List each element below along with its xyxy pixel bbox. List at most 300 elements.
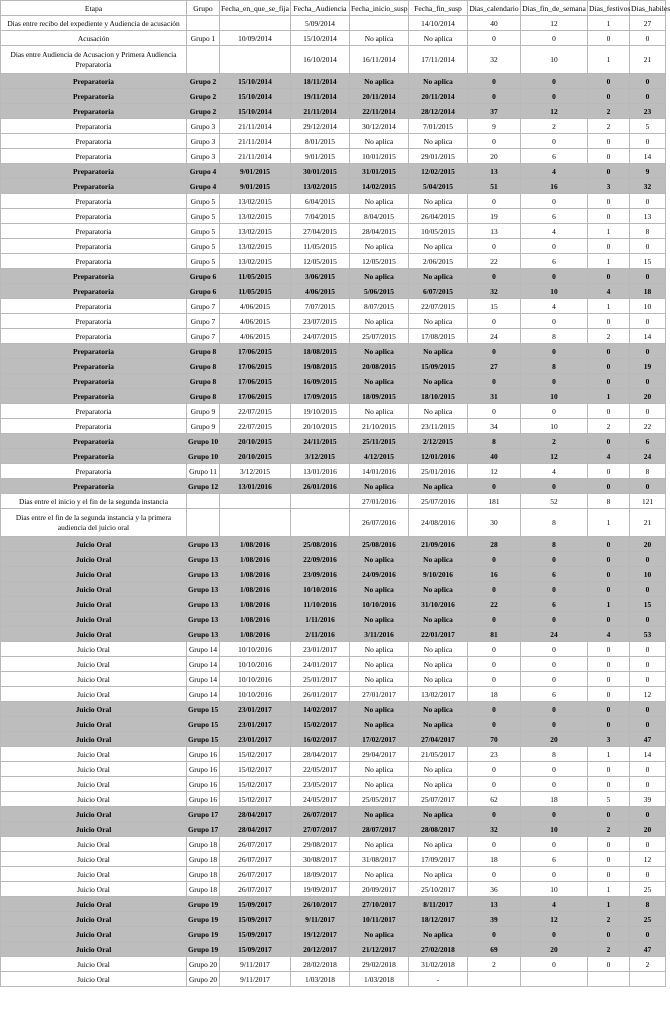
dias-calendario-cell: 20	[468, 149, 521, 164]
fecha-fin-susp-cell: No aplica	[409, 479, 468, 494]
table-row	[1, 567, 666, 582]
table-row	[1, 119, 666, 134]
fecha-fija-cell: 15/10/2014	[220, 89, 291, 104]
dias-habiles-cell: 0	[630, 612, 666, 627]
fecha-fin-susp-cell: 25/01/2016	[409, 464, 468, 479]
fecha-fija-cell: 23/01/2017	[220, 732, 291, 747]
fecha-fija-cell: 15/02/2017	[220, 762, 291, 777]
fecha-fin-susp-cell: 6/07/2015	[409, 284, 468, 299]
dias-fin-semana-cell: 2	[521, 119, 588, 134]
fecha-inicio-susp-cell: 25/05/2017	[350, 792, 409, 807]
fecha-audiencia-cell: 30/08/2017	[291, 852, 350, 867]
grupo-cell: Grupo 16	[187, 762, 220, 777]
fecha-inicio-susp-cell: 1/03/2018	[350, 972, 409, 987]
table-row	[1, 807, 666, 822]
grupo-cell: Grupo 8	[187, 389, 220, 404]
dias-habiles-cell: 53	[630, 627, 666, 642]
dias-calendario-cell: 0	[468, 31, 521, 46]
fecha-fin-susp-cell: 22/01/2017	[409, 627, 468, 642]
grupo-cell: Grupo 14	[187, 672, 220, 687]
table-row	[1, 717, 666, 732]
fecha-fija-cell: 15/09/2017	[220, 912, 291, 927]
fecha-fin-susp-cell: 7/01/2015	[409, 119, 468, 134]
dias-habiles-cell: 0	[630, 867, 666, 882]
dias-habiles-cell: 0	[630, 672, 666, 687]
fecha-fija-cell: 26/07/2017	[220, 852, 291, 867]
header-grupo: Grupo	[187, 1, 220, 16]
dias-habiles-cell: 0	[630, 134, 666, 149]
dias-calendario-cell: 31	[468, 389, 521, 404]
fecha-inicio-susp-cell: 29/02/2018	[350, 957, 409, 972]
fecha-audiencia-cell: 9/01/2015	[291, 149, 350, 164]
fecha-inicio-susp-cell: No aplica	[350, 642, 409, 657]
dias-festivos-cell: 0	[588, 149, 630, 164]
dias-festivos-cell: 0	[588, 612, 630, 627]
fecha-fija-cell: 13/02/2015	[220, 224, 291, 239]
dias-habiles-cell: 25	[630, 882, 666, 897]
table-row	[1, 479, 666, 494]
fecha-fin-susp-cell: No aplica	[409, 777, 468, 792]
table-row	[1, 344, 666, 359]
fecha-inicio-susp-cell: 3/11/2016	[350, 627, 409, 642]
fecha-audiencia-cell: 5/09/2014	[291, 16, 350, 31]
fecha-inicio-susp-cell: 10/11/2017	[350, 912, 409, 927]
dias-festivos-cell: 2	[588, 329, 630, 344]
fecha-audiencia-cell: 19/09/2017	[291, 882, 350, 897]
dias-fin-semana-cell: 0	[521, 194, 588, 209]
fecha-fija-cell: 23/01/2017	[220, 702, 291, 717]
fecha-inicio-susp-cell: No aplica	[350, 74, 409, 89]
dias-calendario-cell: 0	[468, 194, 521, 209]
fecha-audiencia-cell: 12/05/2015	[291, 254, 350, 269]
fecha-fija-cell: 9/11/2017	[220, 972, 291, 987]
grupo-cell: Grupo 20	[187, 957, 220, 972]
etapa-cell: Preparatoria	[1, 449, 187, 464]
fecha-fija-cell: 13/01/2016	[220, 479, 291, 494]
fecha-inicio-susp-cell: 25/07/2015	[350, 329, 409, 344]
fecha-audiencia-cell: 23/09/2016	[291, 567, 350, 582]
dias-habiles-cell: 0	[630, 89, 666, 104]
grupo-cell: Grupo 13	[187, 612, 220, 627]
header-dias-habiles: Dias_habiles	[630, 1, 666, 16]
fecha-inicio-susp-cell	[350, 16, 409, 31]
etapa-cell: Preparatoria	[1, 299, 187, 314]
table-row	[1, 942, 666, 957]
fecha-audiencia-cell: 24/05/2017	[291, 792, 350, 807]
fecha-fija-cell: 10/10/2016	[220, 672, 291, 687]
fecha-inicio-susp-cell: 27/01/2017	[350, 687, 409, 702]
grupo-cell: Grupo 15	[187, 717, 220, 732]
grupo-cell: Grupo 5	[187, 224, 220, 239]
dias-festivos-cell: 4	[588, 284, 630, 299]
fecha-fin-susp-cell: 20/11/2014	[409, 89, 468, 104]
fecha-fin-susp-cell: 15/09/2015	[409, 359, 468, 374]
fecha-fija-cell: 17/06/2015	[220, 359, 291, 374]
table-row	[1, 822, 666, 837]
dias-calendario-cell: 23	[468, 747, 521, 762]
grupo-cell: Grupo 9	[187, 419, 220, 434]
fecha-fin-susp-cell: No aplica	[409, 702, 468, 717]
fecha-inicio-susp-cell: No aplica	[350, 314, 409, 329]
header-dias-fin-semana: Dias_fin_de_semana	[521, 1, 588, 16]
dias-habiles-cell: 0	[630, 657, 666, 672]
fecha-audiencia-cell: 19/12/2017	[291, 927, 350, 942]
dias-habiles-cell: 6	[630, 434, 666, 449]
etapa-cell: Juicio Oral	[1, 537, 187, 552]
fecha-fin-susp-cell: 27/04/2017	[409, 732, 468, 747]
dias-festivos-cell: 0	[588, 164, 630, 179]
dias-habiles-cell: 20	[630, 822, 666, 837]
table-row	[1, 792, 666, 807]
fecha-audiencia-cell: 25/01/2017	[291, 672, 350, 687]
fecha-inicio-susp-cell: 10/10/2016	[350, 597, 409, 612]
dias-festivos-cell: 0	[588, 359, 630, 374]
dias-calendario-cell: 70	[468, 732, 521, 747]
grupo-cell: Grupo 17	[187, 807, 220, 822]
table-row	[1, 762, 666, 777]
table-row	[1, 449, 666, 464]
dias-calendario-cell: 0	[468, 314, 521, 329]
grupo-cell: Grupo 5	[187, 239, 220, 254]
dias-fin-semana-cell: 10	[521, 419, 588, 434]
fecha-audiencia-cell	[291, 509, 350, 537]
dias-fin-semana-cell	[521, 972, 588, 987]
grupo-cell: Grupo 6	[187, 284, 220, 299]
etapa-cell: Preparatoria	[1, 119, 187, 134]
fecha-fija-cell: 23/01/2017	[220, 717, 291, 732]
dias-habiles-cell: 0	[630, 927, 666, 942]
grupo-cell	[187, 494, 220, 509]
etapa-cell: Preparatoria	[1, 89, 187, 104]
fecha-inicio-susp-cell: 20/09/2017	[350, 882, 409, 897]
grupo-cell: Grupo 13	[187, 552, 220, 567]
dias-festivos-cell: 1	[588, 389, 630, 404]
fecha-audiencia-cell: 27/07/2017	[291, 822, 350, 837]
grupo-cell: Grupo 4	[187, 164, 220, 179]
fecha-fija-cell: 10/09/2014	[220, 31, 291, 46]
grupo-cell: Grupo 13	[187, 582, 220, 597]
dias-calendario-cell: 32	[468, 822, 521, 837]
fecha-inicio-susp-cell: 26/07/2016	[350, 509, 409, 537]
dias-calendario-cell: 27	[468, 359, 521, 374]
table-row	[1, 194, 666, 209]
dias-calendario-cell: 19	[468, 209, 521, 224]
etapa-cell: Preparatoria	[1, 374, 187, 389]
grupo-cell: Grupo 6	[187, 269, 220, 284]
grupo-cell: Grupo 4	[187, 179, 220, 194]
fecha-fija-cell: 1/08/2016	[220, 537, 291, 552]
dias-festivos-cell: 0	[588, 582, 630, 597]
dias-calendario-cell: 9	[468, 119, 521, 134]
grupo-cell: Grupo 7	[187, 314, 220, 329]
fecha-audiencia-cell: 19/08/2015	[291, 359, 350, 374]
etapa-cell: Juicio Oral	[1, 597, 187, 612]
grupo-cell: Grupo 18	[187, 852, 220, 867]
dias-fin-semana-cell: 6	[521, 209, 588, 224]
fecha-audiencia-cell: 24/11/2015	[291, 434, 350, 449]
dias-festivos-cell: 2	[588, 822, 630, 837]
fecha-fija-cell: 1/08/2016	[220, 567, 291, 582]
fecha-audiencia-cell: 23/07/2015	[291, 314, 350, 329]
dias-fin-semana-cell: 0	[521, 314, 588, 329]
table-row	[1, 179, 666, 194]
dias-calendario-cell: 0	[468, 269, 521, 284]
fecha-fin-susp-cell: 28/08/2017	[409, 822, 468, 837]
grupo-cell: Grupo 5	[187, 209, 220, 224]
fecha-audiencia-cell: 11/05/2015	[291, 239, 350, 254]
dias-habiles-cell: 0	[630, 404, 666, 419]
dias-calendario-cell: 0	[468, 374, 521, 389]
dias-fin-semana-cell: 0	[521, 74, 588, 89]
dias-calendario-cell: 69	[468, 942, 521, 957]
dias-fin-semana-cell: 0	[521, 31, 588, 46]
dias-fin-semana-cell: 12	[521, 912, 588, 927]
fecha-audiencia-cell: 19/11/2014	[291, 89, 350, 104]
fecha-audiencia-cell: 9/11/2017	[291, 912, 350, 927]
dias-festivos-cell: 0	[588, 209, 630, 224]
dias-calendario-cell: 13	[468, 224, 521, 239]
etapa-cell: Preparatoria	[1, 164, 187, 179]
dias-calendario-cell: 0	[468, 642, 521, 657]
fecha-fin-susp-cell: 13/02/2017	[409, 687, 468, 702]
fecha-audiencia-cell: 18/08/2015	[291, 344, 350, 359]
dias-festivos-cell: 2	[588, 119, 630, 134]
dias-habiles-cell: 0	[630, 807, 666, 822]
fecha-fija-cell	[220, 46, 291, 74]
dias-festivos-cell: 0	[588, 717, 630, 732]
grupo-cell: Grupo 18	[187, 837, 220, 852]
dias-habiles-cell: 32	[630, 179, 666, 194]
table-row	[1, 164, 666, 179]
dias-calendario-cell: 36	[468, 882, 521, 897]
fecha-fin-susp-cell: No aplica	[409, 74, 468, 89]
dias-habiles-cell: 0	[630, 374, 666, 389]
table-row	[1, 404, 666, 419]
fecha-fin-susp-cell: 25/07/2016	[409, 494, 468, 509]
dias-calendario-cell	[468, 972, 521, 987]
etapa-cell: Juicio Oral	[1, 912, 187, 927]
fecha-audiencia-cell: 13/02/2015	[291, 179, 350, 194]
fecha-fija-cell: 13/02/2015	[220, 254, 291, 269]
dias-fin-semana-cell: 6	[521, 852, 588, 867]
dias-calendario-cell: 13	[468, 897, 521, 912]
fecha-fija-cell: 9/11/2017	[220, 957, 291, 972]
dias-fin-semana-cell: 6	[521, 597, 588, 612]
fecha-fija-cell: 15/10/2014	[220, 104, 291, 119]
grupo-cell: Grupo 11	[187, 464, 220, 479]
dias-festivos-cell: 1	[588, 254, 630, 269]
dias-festivos-cell: 1	[588, 597, 630, 612]
fecha-inicio-susp-cell: No aplica	[350, 552, 409, 567]
fecha-inicio-susp-cell: No aplica	[350, 269, 409, 284]
dias-fin-semana-cell: 6	[521, 567, 588, 582]
dias-calendario-cell: 32	[468, 284, 521, 299]
dias-festivos-cell: 1	[588, 46, 630, 74]
etapa-cell: Juicio Oral	[1, 567, 187, 582]
etapa-cell: Preparatoria	[1, 479, 187, 494]
fecha-inicio-susp-cell: 4/12/2015	[350, 449, 409, 464]
dias-festivos-cell: 0	[588, 687, 630, 702]
table-row	[1, 912, 666, 927]
fecha-inicio-susp-cell: 21/12/2017	[350, 942, 409, 957]
fecha-fija-cell: 11/05/2015	[220, 269, 291, 284]
grupo-cell: Grupo 16	[187, 747, 220, 762]
table-row	[1, 702, 666, 717]
dias-calendario-cell: 30	[468, 509, 521, 537]
dias-fin-semana-cell: 0	[521, 239, 588, 254]
header-dias-calendario: Dias_calendario	[468, 1, 521, 16]
dias-calendario-cell: 81	[468, 627, 521, 642]
grupo-cell: Grupo 14	[187, 642, 220, 657]
table-row	[1, 612, 666, 627]
dias-festivos-cell: 8	[588, 494, 630, 509]
fecha-inicio-susp-cell: No aplica	[350, 807, 409, 822]
dias-fin-semana-cell: 0	[521, 807, 588, 822]
fecha-audiencia-cell: 6/04/2015	[291, 194, 350, 209]
fecha-fin-susp-cell: 23/11/2015	[409, 419, 468, 434]
grupo-cell: Grupo 15	[187, 732, 220, 747]
dias-fin-semana-cell: 8	[521, 747, 588, 762]
fecha-fija-cell: 1/08/2016	[220, 597, 291, 612]
table-row	[1, 509, 666, 537]
table-row	[1, 224, 666, 239]
header-dias-festivos: Dias_festivos	[588, 1, 630, 16]
dias-fin-semana-cell: 2	[521, 434, 588, 449]
dias-habiles-cell: 9	[630, 164, 666, 179]
fecha-fija-cell: 21/11/2014	[220, 134, 291, 149]
fecha-fija-cell: 13/02/2015	[220, 239, 291, 254]
dias-habiles-cell: 12	[630, 852, 666, 867]
dias-fin-semana-cell: 24	[521, 627, 588, 642]
dias-fin-semana-cell: 16	[521, 179, 588, 194]
fecha-fija-cell: 1/08/2016	[220, 582, 291, 597]
dias-fin-semana-cell: 8	[521, 329, 588, 344]
table-row	[1, 16, 666, 31]
dias-fin-semana-cell: 12	[521, 104, 588, 119]
etapa-cell: Juicio Oral	[1, 792, 187, 807]
fecha-inicio-susp-cell: 12/05/2015	[350, 254, 409, 269]
dias-habiles-cell: 20	[630, 537, 666, 552]
fecha-fin-susp-cell: 31/02/2018	[409, 957, 468, 972]
dias-festivos-cell: 0	[588, 464, 630, 479]
dias-festivos-cell: 0	[588, 927, 630, 942]
dias-habiles-cell: 8	[630, 897, 666, 912]
dias-festivos-cell: 0	[588, 89, 630, 104]
dias-calendario-cell: 12	[468, 464, 521, 479]
etapa-cell: Acusación	[1, 31, 187, 46]
dias-fin-semana-cell: 6	[521, 687, 588, 702]
fecha-audiencia-cell: 1/03/2018	[291, 972, 350, 987]
dias-festivos-cell: 1	[588, 299, 630, 314]
dias-fin-semana-cell: 20	[521, 942, 588, 957]
fecha-audiencia-cell: 16/09/2015	[291, 374, 350, 389]
grupo-cell: Grupo 8	[187, 374, 220, 389]
etapa-cell: Juicio Oral	[1, 672, 187, 687]
grupo-cell: Grupo 20	[187, 972, 220, 987]
etapa-cell: Juicio Oral	[1, 852, 187, 867]
dias-festivos-cell: 0	[588, 314, 630, 329]
fecha-fija-cell	[220, 494, 291, 509]
dias-calendario-cell: 32	[468, 46, 521, 74]
fecha-fija-cell: 15/09/2017	[220, 942, 291, 957]
table-row	[1, 299, 666, 314]
fecha-audiencia-cell: 15/10/2014	[291, 31, 350, 46]
fecha-inicio-susp-cell: No aplica	[350, 717, 409, 732]
table-row	[1, 149, 666, 164]
table-row	[1, 359, 666, 374]
dias-habiles-cell: 25	[630, 912, 666, 927]
dias-festivos-cell: 0	[588, 134, 630, 149]
fecha-fin-susp-cell: 27/02/2018	[409, 942, 468, 957]
dias-fin-semana-cell: 10	[521, 822, 588, 837]
dias-habiles-cell: 15	[630, 254, 666, 269]
header-row	[1, 1, 666, 16]
table-row	[1, 389, 666, 404]
grupo-cell: Grupo 10	[187, 449, 220, 464]
dias-fin-semana-cell: 0	[521, 612, 588, 627]
fecha-inicio-susp-cell: 14/01/2016	[350, 464, 409, 479]
etapa-cell: Juicio Oral	[1, 612, 187, 627]
fecha-inicio-susp-cell: No aplica	[350, 672, 409, 687]
fecha-fin-susp-cell: 22/07/2015	[409, 299, 468, 314]
dias-festivos-cell: 1	[588, 224, 630, 239]
grupo-cell: Grupo 3	[187, 134, 220, 149]
fecha-inicio-susp-cell: 20/08/2015	[350, 359, 409, 374]
grupo-cell: Grupo 16	[187, 777, 220, 792]
fecha-inicio-susp-cell: 10/01/2015	[350, 149, 409, 164]
dias-festivos-cell: 0	[588, 672, 630, 687]
etapa-cell: Dias entre Audiencia de Acusacion y Primera Audiencia Preparatoria	[1, 46, 187, 74]
dias-festivos-cell: 0	[588, 344, 630, 359]
dias-habiles-cell: 0	[630, 31, 666, 46]
dias-habiles-cell: 21	[630, 46, 666, 74]
dias-calendario-cell: 40	[468, 16, 521, 31]
fecha-fin-susp-cell: 25/07/2017	[409, 792, 468, 807]
dias-festivos-cell: 4	[588, 627, 630, 642]
fecha-fin-susp-cell: 10/05/2015	[409, 224, 468, 239]
fecha-fin-susp-cell: No aplica	[409, 239, 468, 254]
dias-habiles-cell: 27	[630, 16, 666, 31]
dias-habiles-cell: 47	[630, 732, 666, 747]
dias-fin-semana-cell: 0	[521, 702, 588, 717]
table-row	[1, 31, 666, 46]
dias-fin-semana-cell: 10	[521, 882, 588, 897]
table-row	[1, 972, 666, 987]
fecha-fija-cell: 10/10/2016	[220, 657, 291, 672]
table-row	[1, 957, 666, 972]
grupo-cell: Grupo 13	[187, 627, 220, 642]
dias-fin-semana-cell: 4	[521, 224, 588, 239]
table-row	[1, 672, 666, 687]
table-row	[1, 254, 666, 269]
etapa-cell: Juicio Oral	[1, 822, 187, 837]
fecha-audiencia-cell: 3/12/2015	[291, 449, 350, 464]
header-fecha-fin-susp: Fecha_fin_susp	[409, 1, 468, 16]
dias-calendario-cell: 0	[468, 134, 521, 149]
fecha-fin-susp-cell: 17/11/2014	[409, 46, 468, 74]
etapa-cell: Juicio Oral	[1, 927, 187, 942]
etapa-cell: Preparatoria	[1, 74, 187, 89]
fecha-inicio-susp-cell: 22/11/2014	[350, 104, 409, 119]
fecha-fija-cell: 21/11/2014	[220, 149, 291, 164]
dias-habiles-cell: 21	[630, 509, 666, 537]
dias-fin-semana-cell: 0	[521, 344, 588, 359]
table-row	[1, 867, 666, 882]
etapa-cell: Preparatoria	[1, 389, 187, 404]
dias-habiles-cell: 0	[630, 777, 666, 792]
grupo-cell: Grupo 19	[187, 927, 220, 942]
fecha-inicio-susp-cell: 20/11/2014	[350, 89, 409, 104]
